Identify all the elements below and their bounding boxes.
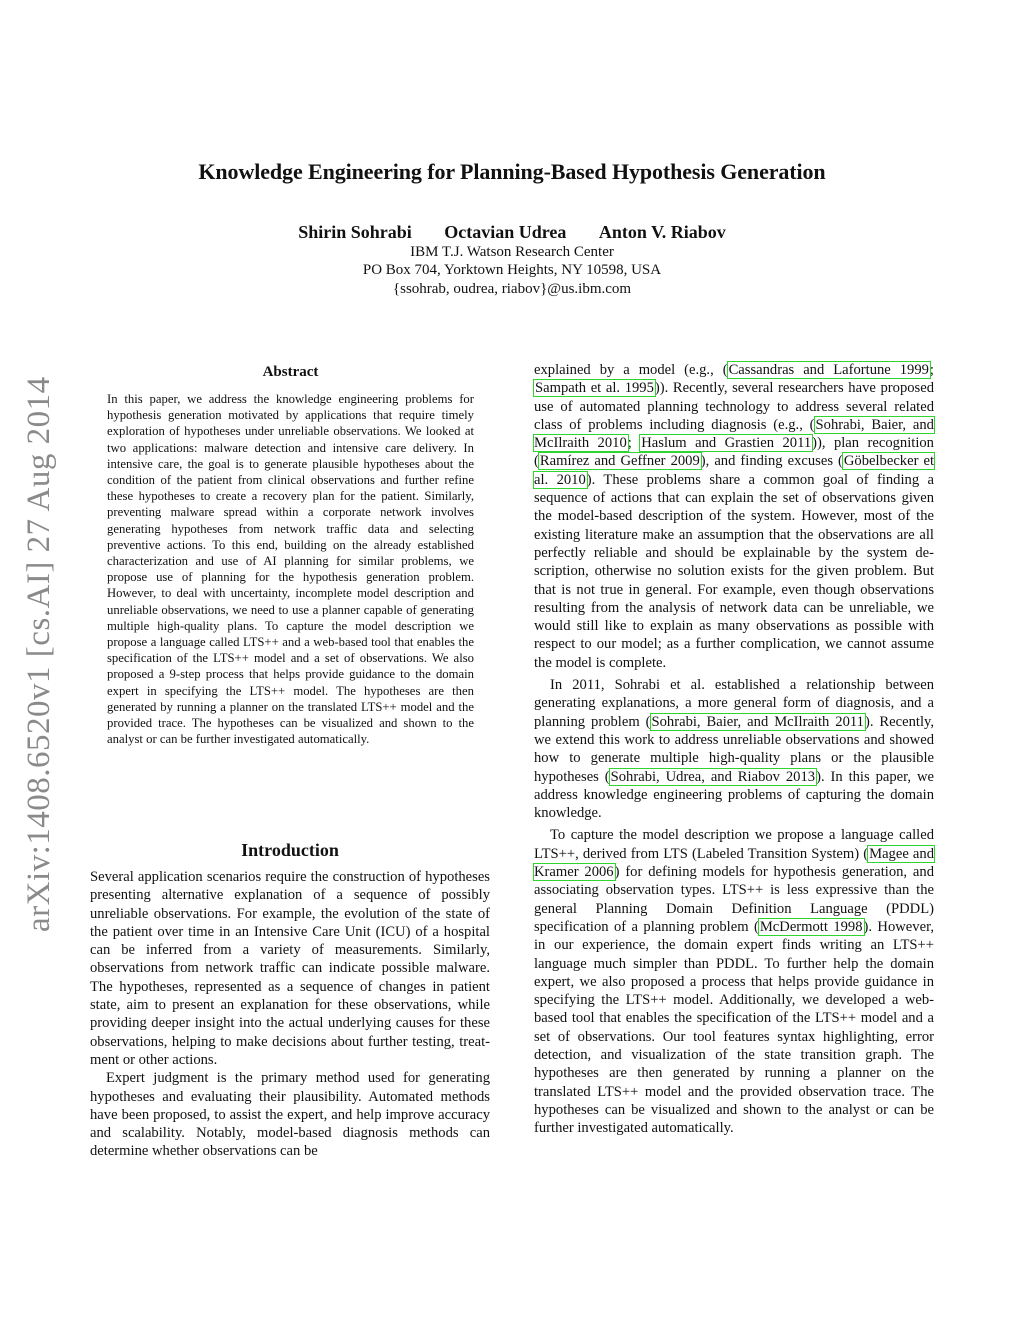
text-run: ) for defining models for hypothesis generation, and associating observation types. LTS++ is less expressive than the general Planning Domain Definition Language (PDDL) specification of a planning problem ( xyxy=(534,864,934,935)
text-run: ), and finding excuses ( xyxy=(700,453,843,470)
intro-paragraph: Expert judgment is the primary method used for generating hypotheses and evaluating their plausibility. Automated methods have been proposed, to assist the expert, and help improve accuracy and scalability. Notably, model-based diagnosis methods can determine whether observations can be xyxy=(90,1070,490,1160)
abstract-heading: Abstract xyxy=(262,364,319,380)
citation-link[interactable]: Magee and Kramer 2006 xyxy=(534,845,934,881)
introduction-section xyxy=(90,840,490,1161)
address: PO Box 704, Yorktown Heights, NY 10598, USA xyxy=(362,262,662,278)
citation-link[interactable]: Haslum and Grastien 2011 xyxy=(641,435,812,452)
text-run: explained by a model (e.g., ( xyxy=(534,362,728,378)
author-name: Anton V. Riabov xyxy=(598,222,726,242)
author-name: Octavian Udrea xyxy=(444,222,567,242)
abstract-text: In this paper, we address the knowledge engineering problems for hypothesis generation motivated by applications that require timely exploration of hypotheses under unreliable observations. We looked at two applications: malware detection and intensive care delivery. In intensive care, the goal is to generate plausible hypotheses about the condition of the patient from clinical observations and further refine these hypotheses to create a recovery plan for the patient. Similarly, preventing malware spread within a corporate network involves generating hypotheses from network traffic data and selecting preventive actions. To this end, building on the already established characterization and use of AI planning for similar problems, we propose use of planning for the hypothesis generation problem. However, to deal with uncertainty, incomplete model description and unreliable observations, we need to use a planner capable of generating multiple high-quality plans. To capture the model description we propose a language called LTS++ and a web-based tool that enables the specification of the LTS++ model and a set of observations. We also proposed a 9-step process that helps provide guidance to the domain expert in specifying the LTS++ model. The hypotheses are then generated by running a planner on the translated LTS++ model and the provided trace. The hypotheses can be visualized and shown to the analyst or can be further investigated automatically. xyxy=(107,392,474,747)
intro-paragraph: Several application scenarios require the construction of hypotheses presenting alternative explanation of a sequence of possibly unreliable observations. For example, the evolution of the state of the patient over time in an Intensive Care Unit (ICU) of a hospital can be inferred from a variety of measurements. Similarly, observations from network traffic can indicate possible malware. The hypotheses, represented as a sequence of changes in patient state, aim to present an explanation for these observations, while providing deeper insight into the actual underlying causes for these observations, helping to make decisions about further testing, treatment or other actions. xyxy=(90,869,490,1068)
body-paragraph xyxy=(534,826,934,1137)
arxiv-watermark: arXiv:1408.6520v1 [cs.AI] 27 Aug 2014 xyxy=(21,376,57,932)
text-run: ; xyxy=(627,435,641,452)
text-run: ). Recently, we extend this work to address unreliable observations and showed how to generate multiple high-quality plans or the plausible hypotheses ( xyxy=(534,713,935,785)
citation-link[interactable]: Ramírez and Geffner 2009 xyxy=(539,453,700,470)
text-run: )). Recently, several researchers have proposed use of automated planning technology to address several related class of problems including diagnosis (e.g., ( xyxy=(534,380,934,433)
introduction-heading: Introduction xyxy=(241,840,339,860)
text-run: ). These problems share a common goal of finding a sequence of actions that can explain the set of observations given the model-based description of the system. However, most of the existing literature make an assumption that the observations are all perfectly reliable and should be explainable by the system description, otherwise no solution exists for the given problem. But that is not true in general. For example, even though observations resulting from the analysis of network data can be unreliable, we would still like to explain as many observations as possible with respect to our model; as a further complication, we cannot assume the model is complete. xyxy=(534,471,934,671)
emails: {ssohrab, oudrea, riabov}@us.ibm.com xyxy=(392,281,632,297)
text-run: ; xyxy=(929,362,934,378)
body-paragraph xyxy=(534,361,934,672)
citation-link[interactable]: Sohrabi, Udrea, and Riabov 2013 xyxy=(610,768,816,785)
author-list xyxy=(0,222,1024,243)
citation-link[interactable]: Sohrabi, Baier, and McIlraith 2010 xyxy=(534,416,934,452)
citation-link[interactable]: Sampath et al. 1995 xyxy=(535,380,654,397)
right-column xyxy=(534,361,934,1141)
text-run: ). In this paper, we address knowledge engineering problems of capturing the domain knowledge. xyxy=(534,768,934,822)
paper-title: Knowledge Engineering for Planning-Based Hypothesis Generation xyxy=(198,159,826,184)
citation-link[interactable]: McDermott 1998 xyxy=(759,918,863,935)
citation-link[interactable]: Sohrabi, Baier, and McIlraith 2011 xyxy=(651,713,864,730)
text-run: )), plan recognition ( xyxy=(534,435,934,470)
author-name: Shirin Sohrabi xyxy=(298,222,412,242)
text-run: To capture the model description we propose a language called LTS++, derived from LTS (Labeled Transition System) ( xyxy=(534,827,934,862)
abstract-section xyxy=(107,364,474,747)
citation-link[interactable]: Göbelbecker et al. 2010 xyxy=(534,453,935,488)
text-run: In 2011, Sohrabi et al. established a relationship between generating explanations, a more general form of diagnosis, and a planning problem ( xyxy=(534,677,934,730)
affiliation: IBM T.J. Watson Research Center xyxy=(410,244,614,260)
body-paragraph xyxy=(534,676,934,822)
text-run: ). However, in our experience, the domain expert finds writing an LTS++ language much simpler than PDDL. To further help the domain expert, we also proposed a process that helps provide guidance in specifying the LTS++ model. Additionally, we developed a web-based tool that enables the specification of the LTS++ model and a set of observations. Our tool features syntax highlighting, error detection, and visualization of the state transition graph. The hypotheses are then generated by running a planner on the translated LTS++ model and the provided observation trace. The hypotheses can be visualized and shown to the analyst or can be further investigated automatically. xyxy=(534,918,934,1137)
citation-link[interactable]: Cassandras and Lafortune 1999 xyxy=(728,362,929,378)
